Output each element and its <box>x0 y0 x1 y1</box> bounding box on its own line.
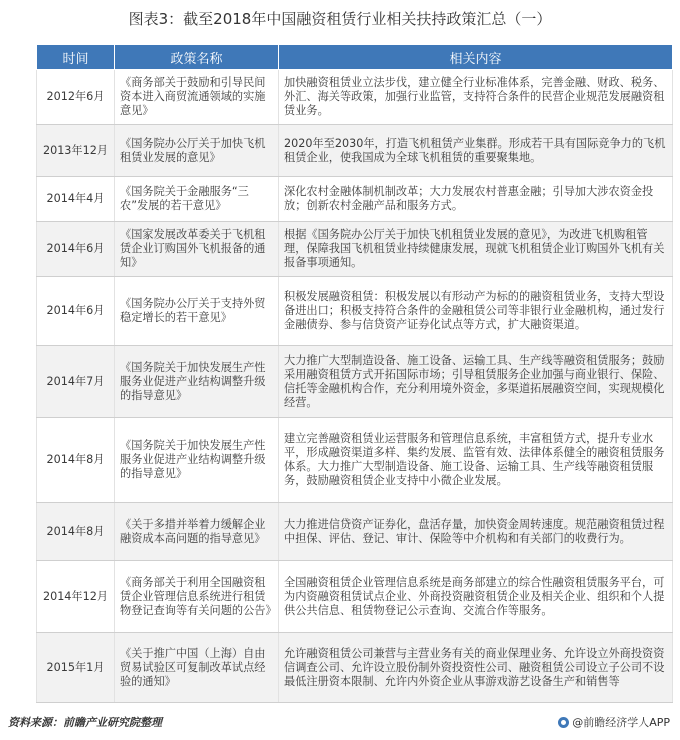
table-row <box>37 346 673 418</box>
table-header-row <box>37 45 673 70</box>
cell-content: 建立完善融资租赁业运营服务和管理信息系统，丰富租赁方式，提升专业水平，形成融资渠道多样、集约发展、监管有效、法律体系健全的融资租赁服务体系。大力推广大型制造设备、施工设备、运输工具、生产线等融资租赁服务，鼓励融资租赁企业支持中小微企业发展。 <box>279 418 673 503</box>
cell-policy-name: 《关于多措并举着力缓解企业融资成本高问题的指导意见》 <box>115 503 279 561</box>
cell-policy-name: 《商务部关于利用全国融资租赁企业管理信息系统进行租赁物登记查询等有关问题的公告》 <box>115 561 279 633</box>
brand-credit <box>558 714 670 730</box>
cell-time: 2014年8月 <box>37 418 115 503</box>
cell-policy-name: 《国务院关于金融服务“三农”发展的若干意见》 <box>115 177 279 222</box>
cell-time: 2014年8月 <box>37 503 115 561</box>
cell-content: 2020年至2030年，打造飞机租赁产业集群。形成若干具有国际竞争力的飞机租赁企业，使我国成为全球飞机租赁的重要聚集地。 <box>279 125 673 177</box>
table-row <box>37 125 673 177</box>
cell-policy-name: 《国务院办公厅关于支持外贸稳定增长的若干意见》 <box>115 277 279 346</box>
policy-table <box>36 44 673 703</box>
cell-policy-name: 《国务院办公厅关于加快飞机租赁业发展的意见》 <box>115 125 279 177</box>
cell-time: 2014年4月 <box>37 177 115 222</box>
cell-policy-name: 《商务部关于鼓励和引导民间资本进入商贸流通领域的实施意见》 <box>115 70 279 125</box>
table-row <box>37 503 673 561</box>
cell-content: 全国融资租赁企业管理信息系统是商务部建立的综合性融资租赁服务平台，可为内资融资租赁试点企业、外商投资融资租赁企业及相关企业、组织和个人提供公共信息、租赁物登记公示查询、交流合作等服务。 <box>279 561 673 633</box>
cell-time: 2012年6月 <box>37 70 115 125</box>
cell-policy-name: 《国务院关于加快发展生产性服务业促进产业结构调整升级的指导意见》 <box>115 346 279 418</box>
cell-time: 2014年7月 <box>37 346 115 418</box>
cell-time: 2013年12月 <box>37 125 115 177</box>
cell-time: 2015年1月 <box>37 633 115 703</box>
table-row <box>37 418 673 503</box>
table-row <box>37 561 673 633</box>
cell-policy-name: 《关于推广中国（上海）自由贸易试验区可复制改革试点经验的通知》 <box>115 633 279 703</box>
table-row <box>37 633 673 703</box>
cell-policy-name: 《国家发展改革委关于飞机租赁企业订购国外飞机报备的通知》 <box>115 222 279 277</box>
cell-content: 根据《国务院办公厅关于加快飞机租赁业发展的意见》，为改进飞机购租管理，保障我国飞机租赁业持续健康发展，现就飞机租赁企业订购国外飞机有关报备事项通知。 <box>279 222 673 277</box>
cell-content: 大力推广大型制造设备、施工设备、运输工具、生产线等融资租赁服务；鼓励采用融资租赁方式开拓国际市场；引导租赁服务企业加强与商业银行、保险、信托等金融机构合作，充分利用境外资金，多渠道拓展融资空间，实现规模化经营。 <box>279 346 673 418</box>
cell-policy-name: 《国务院关于加快发展生产性服务业促进产业结构调整升级的指导意见》 <box>115 418 279 503</box>
table-row <box>37 277 673 346</box>
table-row <box>37 222 673 277</box>
brand-credit-text: @前瞻经济学人APP <box>572 716 670 729</box>
cell-content: 深化农村金融体制机制改革；大力发展农村普惠金融；引导加大涉农资金投放；创新农村金融产品和服务方式。 <box>279 177 673 222</box>
cell-content: 积极发展融资租赁：积极发展以有形动产为标的的融资租赁业务，支持大型设备进出口；积极支持符合条件的金融租赁公司等非银行业金融机构，通过发行金融债券、参与信贷资产证券化试点等方式，扩大融资渠道。 <box>279 277 673 346</box>
table-row <box>37 177 673 222</box>
source-note: 资料来源：前瞻产业研究院整理 <box>8 716 162 729</box>
header-content: 相关内容 <box>279 45 673 70</box>
cell-content: 大力推进信贷资产证券化，盘活存量，加快资金周转速度。规范融资租赁过程中担保、评估、登记、审计、保险等中介机构和有关部门的收费行为。 <box>279 503 673 561</box>
cell-time: 2014年6月 <box>37 222 115 277</box>
page-title: 图表3：截至2018年中国融资租赁行业相关扶持政策汇总（一） <box>128 10 552 28</box>
cell-time: 2014年12月 <box>37 561 115 633</box>
cell-content: 加快融资租赁业立法步伐，建立健全行业标准体系，完善金融、财政、税务、外汇、海关等政策，加强行业监管，支持符合条件的民营企业规范发展融资租赁业务。 <box>279 70 673 125</box>
cell-content: 允许融资租赁公司兼营与主营业务有关的商业保理业务、允许设立外商投资资信调查公司、允许设立股份制外资投资性公司、融资租赁公司设立子公司不设最低注册资本限制、允许内外资企业从事游戏游艺设备生产和销售等 <box>279 633 673 703</box>
header-time: 时间 <box>37 45 115 70</box>
header-policy-name: 政策名称 <box>115 45 279 70</box>
table-row <box>37 70 673 125</box>
cell-time: 2014年6月 <box>37 277 115 346</box>
qianzhan-logo-icon <box>558 717 569 728</box>
